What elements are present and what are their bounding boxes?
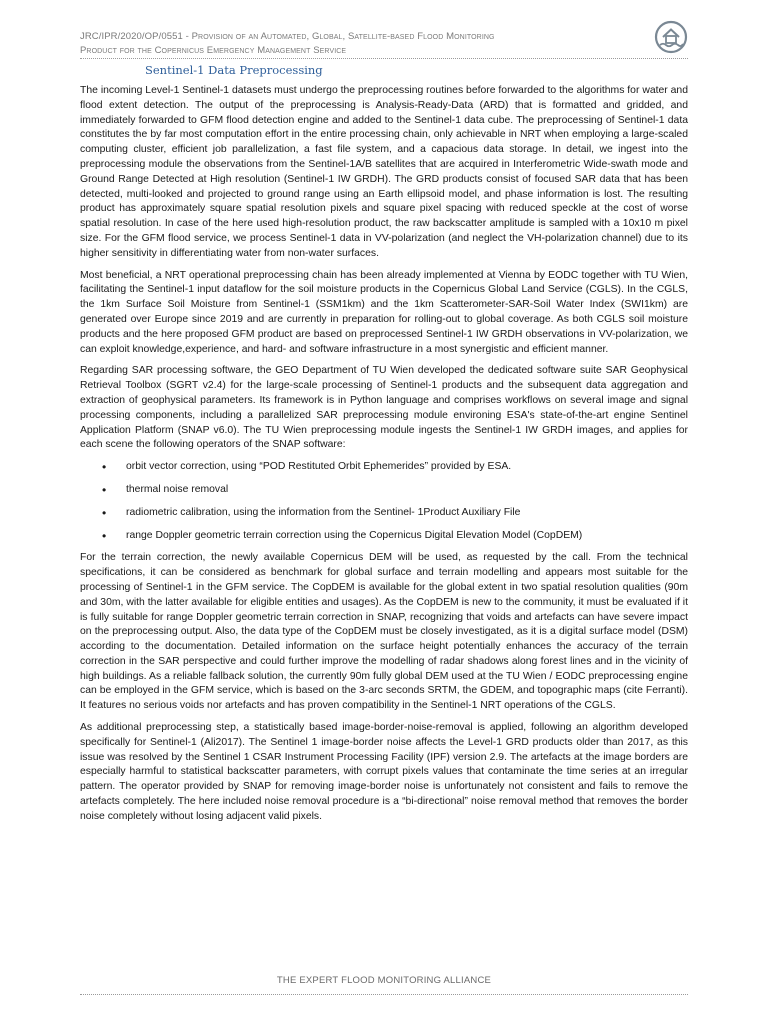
- paragraph: For the terrain correction, the newly available Copernicus DEM will be used, as requested by the call. From the technical specifications, it can be considered as benchmark for global surface and terrain modelling and appears most suitable for the processing of Sentinel-1 in the GFM service. The CopDEM is available for the global extent in two spatial resolution qualities (90m and 30m, with the latter available for eligible entities and usages). As the CopDEM is new to the community, it must be evaluated if it is fully suitable for range Doppler geometric terrain correction in SNAP, recognizing that voids and artefacts can have severe impact on the preprocessing output. Also, the data type of the CopDEM must be closely investigated, as it is a digital surface model (DSM) according to the documentation. Detailed information on the surface height potentially enhances the accuracy of the terrain correction in the SAR perspective and could further improve the modelling of radar shadows along forest lines and in the vicinity of high buildings. As a reliable fallback solution, the currently 90m fully global DEM used at the TU Wien / EODC preprocessing engine can be employed in the GFM service, which is based on the 3-arc seconds SRTM, the GDEM, and topographic maps (cite Ferranti). It features no serious voids nor artefacts and has proven compatibility in the Sentinel-1 NRT operations of the CGLS.: [80, 552, 688, 712]
- section-title: Sentinel-1 Data Preprocessing: [145, 63, 323, 77]
- footer-divider: [80, 994, 688, 995]
- list-item: • radiometric calibration, using the information from the Sentinel- 1Product Auxiliary File: [80, 506, 688, 521]
- header-line-2: Product for the Copernicus Emergency Management Service: [80, 45, 347, 56]
- list-item: • orbit vector correction, using “POD Restituted Orbit Ephemerides” provided by ESA.: [80, 460, 688, 475]
- document-body: [80, 84, 688, 832]
- page-footer: THE EXPERT FLOOD MONITORING ALLIANCE: [276, 975, 492, 986]
- header-divider: [80, 58, 688, 59]
- paragraph: As additional preprocessing step, a statistically based image-border-noise-removal is applied, following an algorithm developed specifically for Sentinel-1 (Ali2017). The Sentinel 1 image-border noise affects the Level-1 GRD products older than 2017, as this issue was resolved by the Sentinel 1 CSAR Instrument Processing Facility (IPF) version 2.9. The artefacts at the image borders are especially harmful to statistical backscatter parameters, with corrupt pixels values that contaminate the time series at an irregular pattern. The operator provided by SNAP for removing image-border noise is unfortunately not consistent and fails to remove the artefacts completely. The here included noise removal procedure is a “bi-directional” noise removal method that removes the border noise completely without losing adjacent valid pixels.: [80, 722, 688, 822]
- snap-operators-list: [80, 460, 688, 543]
- list-item: • range Doppler geometric terrain correction using the Copernicus Digital Elevation Model (CopDEM): [80, 529, 688, 544]
- paragraph: Most beneficial, a NRT operational preprocessing chain has been already implemented at Vienna by EODC together with TU Wien, facilitating the Sentinel-1 input dataflow for the soil moisture products in the Copernicus Global Land Service (CGLS). In the CGLS, the 1km Surface Soil Moisture from Sentinel-1 (SSM1km) and the 1km Scatterometer-SAR-Soil Water Index (SWI1km) are generated over Europe since 2019 and are currently in preparation for rolling-out to global coverage. As both CGLS soil moisture products and the here proposed GFM product are based on preprocessed Sentinel-1 IW GRDH observations in VV-polarization, we can exploit knowledge,experience, and hard- and software infrastructure in a most synergistic and efficient manner.: [80, 269, 688, 355]
- paragraph: Regarding SAR processing software, the GEO Department of TU Wien developed the dedicated software suite SAR Geophysical Retrieval Toolbox (SGRT v2.4) for the large-scale processing of Sentinel-1 products and the subsequent data aggregation and extraction of geophysical parameters. Its framework is in Python language and comprises workflows on several image and signal processing components, including a parallelized SAR preprocessing module environing ESA's state-of-the-art engine Sentinel Application Platform (SNAP v6.0). The TU Wien preprocessing module ingests the Sentinel-1 IW GRDH images, and applies for each scene the following operators of the SNAP software:: [80, 365, 688, 451]
- page-header: [80, 30, 640, 58]
- header-line-1: JRC/IPR/2020/OP/0551 - Provision of an Automated, Global, Satellite-based Flood Monitoring: [80, 31, 495, 42]
- paragraph: The incoming Level-1 Sentinel-1 datasets must undergo the preprocessing routines before forwarded to the algorithms for water and flood extent detection. The output of the preprocessing is Analysis-Ready-Data (ARD) that is formatted and gridded, and immediately forwarded to GFM flood detection engine and added to the Sentinel-1 data cube. The preprocessing of Sentinel-1 data constitutes the by far most computation effort in the entire processing chain, only achievable in NRT when employing a large-scaled computing cluster, efficient job parallelization, a fast file system, and a capacious data storage. In detail, we ingest into the preprocessing module the observations from the Sentinel-1A/B satellites that are acquired in Interferometric Wide-swath mode and Ground Range Detected at High resolution (Sentinel-1 IW GRDH). The GRD products consist of focused SAR data that has been detected, multi-looked and projected to ground range using an Earth ellipsoid model, and phase information is lost. The resulting product has approximately square spatial resolution pixels and square pixel spacing with reduced speckle at the cost of worse spatial resolution. In case of the here used high-resolution product, the raw backscatter amplitude is sampled with a 10x10 m pixel size. For the GFM flood service, we process Sentinel-1 data in VV-polarization (and neglect the VH-polarization channel) due to its higher sensitivity in differentiating water from non-water surfaces.: [80, 85, 688, 259]
- list-item: • thermal noise removal: [80, 483, 688, 498]
- house-wave-icon: [654, 20, 688, 54]
